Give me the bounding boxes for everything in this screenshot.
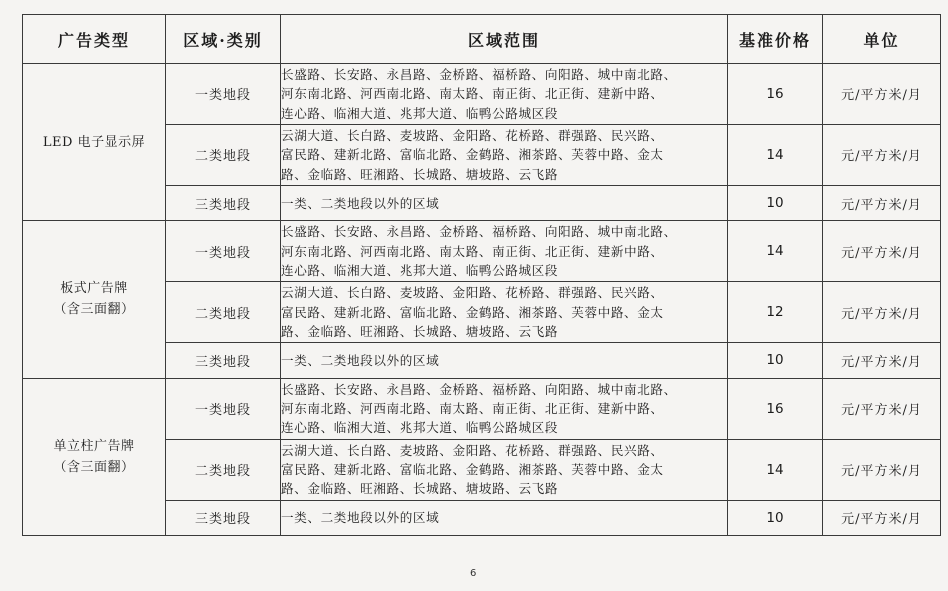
unit-cell: 元/平方米/月 xyxy=(823,439,941,500)
region-scope-line: 长盛路、长安路、永昌路、金桥路、福桥路、向阳路、城中南北路、 xyxy=(281,224,677,240)
region-scope-cell xyxy=(281,282,728,343)
unit-cell: 元/平方米/月 xyxy=(823,378,941,439)
unit-cell: 元/平方米/月 xyxy=(823,185,941,220)
ad-type-label: LED 电子显示屏 xyxy=(42,134,146,150)
region-scope-line: 长盛路、长安路、永昌路、金桥路、福桥路、向阳路、城中南北路、 xyxy=(281,67,677,83)
base-price-cell: 16 xyxy=(728,64,823,125)
category-cell: 二类地段 xyxy=(166,282,281,343)
region-scope-line: 一类、二类地段以外的区域 xyxy=(281,510,440,526)
region-scope-cell xyxy=(281,343,728,378)
category-cell: 一类地段 xyxy=(166,378,281,439)
category-cell: 一类地段 xyxy=(166,64,281,125)
region-scope-line: 一类、二类地段以外的区域 xyxy=(281,352,440,368)
header-region-category: 区域·类别 xyxy=(166,15,281,64)
region-scope-line: 连心路、临湘大道、兆邦大道、临鸭公路城区段 xyxy=(281,262,559,278)
table-row xyxy=(23,378,941,439)
region-scope-cell xyxy=(281,439,728,500)
region-scope-line: 云湖大道、长白路、麦坡路、金阳路、花桥路、群强路、民兴路、 xyxy=(281,285,664,301)
region-scope-cell xyxy=(281,185,728,220)
ad-type-label: （含三面翻） xyxy=(53,459,135,475)
base-price-cell: 12 xyxy=(728,282,823,343)
region-scope-cell xyxy=(281,64,728,125)
unit-cell: 元/平方米/月 xyxy=(823,124,941,185)
region-scope-line: 连心路、临湘大道、兆邦大道、临鸭公路城区段 xyxy=(281,105,559,121)
ad-type-label: 单立柱广告牌 xyxy=(53,438,135,454)
page-number: 6 xyxy=(470,568,477,579)
unit-cell: 元/平方米/月 xyxy=(823,221,941,282)
price-table xyxy=(22,14,941,536)
unit-cell: 元/平方米/月 xyxy=(823,64,941,125)
category-cell: 二类地段 xyxy=(166,439,281,500)
unit-cell: 元/平方米/月 xyxy=(823,282,941,343)
header-region-scope: 区域范围 xyxy=(281,15,728,64)
base-price-cell: 14 xyxy=(728,439,823,500)
ad-type-label: 板式广告牌 xyxy=(60,281,128,297)
table-row xyxy=(23,64,941,125)
region-scope-cell xyxy=(281,500,728,535)
region-scope-line: 河东南北路、河西南北路、南太路、南正街、北正街、建新中路、 xyxy=(281,400,664,416)
category-cell: 一类地段 xyxy=(166,221,281,282)
region-scope-line: 一类、二类地段以外的区域 xyxy=(281,195,440,211)
unit-cell: 元/平方米/月 xyxy=(823,500,941,535)
category-cell: 三类地段 xyxy=(166,343,281,378)
table-row xyxy=(23,221,941,282)
region-scope-line: 路、金临路、旺湘路、长城路、塘坡路、云飞路 xyxy=(281,323,559,339)
region-scope-cell xyxy=(281,221,728,282)
unit-cell: 元/平方米/月 xyxy=(823,343,941,378)
region-scope-line: 富民路、建新北路、富临北路、金鹤路、湘茶路、芙蓉中路、金太 xyxy=(281,147,664,163)
base-price-cell: 10 xyxy=(728,185,823,220)
ad-type-cell xyxy=(23,221,166,378)
category-cell: 二类地段 xyxy=(166,124,281,185)
region-scope-line: 富民路、建新北路、富临北路、金鹤路、湘茶路、芙蓉中路、金太 xyxy=(281,304,664,320)
region-scope-cell xyxy=(281,124,728,185)
region-scope-line: 富民路、建新北路、富临北路、金鹤路、湘茶路、芙蓉中路、金太 xyxy=(281,461,664,477)
ad-type-cell xyxy=(23,64,166,221)
region-scope-cell xyxy=(281,378,728,439)
region-scope-line: 河东南北路、河西南北路、南太路、南正街、北正街、建新中路、 xyxy=(281,243,664,259)
region-scope-line: 路、金临路、旺湘路、长城路、塘坡路、云飞路 xyxy=(281,481,559,497)
category-cell: 三类地段 xyxy=(166,500,281,535)
base-price-cell: 10 xyxy=(728,500,823,535)
region-scope-line: 云湖大道、长白路、麦坡路、金阳路、花桥路、群强路、民兴路、 xyxy=(281,442,664,458)
header-ad-type: 广告类型 xyxy=(23,15,166,64)
base-price-cell: 14 xyxy=(728,221,823,282)
base-price-cell: 10 xyxy=(728,343,823,378)
ad-type-cell xyxy=(23,378,166,535)
category-cell: 三类地段 xyxy=(166,185,281,220)
region-scope-line: 云湖大道、长白路、麦坡路、金阳路、花桥路、群强路、民兴路、 xyxy=(281,128,664,144)
header-unit: 单位 xyxy=(823,15,941,64)
header-row xyxy=(23,15,941,64)
region-scope-line: 路、金临路、旺湘路、长城路、塘坡路、云飞路 xyxy=(281,166,559,182)
base-price-cell: 14 xyxy=(728,124,823,185)
base-price-cell: 16 xyxy=(728,378,823,439)
region-scope-line: 长盛路、长安路、永昌路、金桥路、福桥路、向阳路、城中南北路、 xyxy=(281,381,677,397)
ad-type-label: （含三面翻） xyxy=(53,302,135,318)
region-scope-line: 河东南北路、河西南北路、南太路、南正街、北正街、建新中路、 xyxy=(281,86,664,102)
region-scope-line: 连心路、临湘大道、兆邦大道、临鸭公路城区段 xyxy=(281,420,559,436)
header-base-price: 基准价格 xyxy=(728,15,823,64)
